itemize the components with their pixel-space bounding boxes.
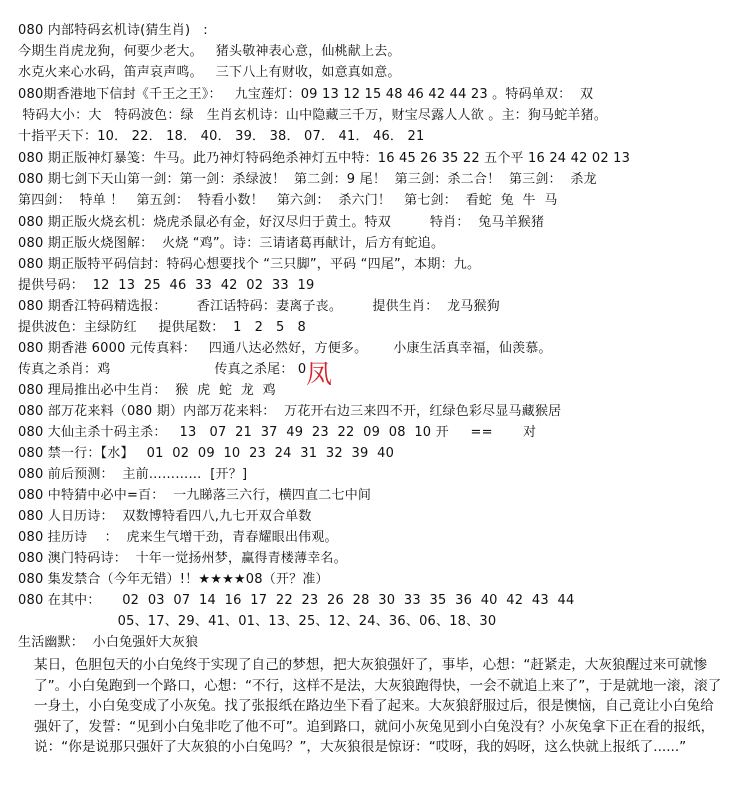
line-14: 080 期香江特码精选报： 香江话特码：妻离子丧。 提供生肖： 龙马猴狗 bbox=[18, 299, 500, 314]
line-27: 080 集发禁合（今年无错）!！★★★★08（开？准） bbox=[18, 572, 329, 587]
line-23: 080 中特猜中必中=百： 一九睇落三六行，横四直二七中间 bbox=[18, 488, 372, 503]
line-03: 水克火来心水码，笛声哀声鸣。 三下八上有财收，如意真如意。 bbox=[18, 65, 401, 80]
line-15: 提供波色：主绿防红 提供尾数： 1 2 5 8 bbox=[18, 320, 307, 335]
line-30: 生活幽默： 小白兔强奸大灰狼 bbox=[18, 635, 199, 650]
line-13: 提供号码： 12 13 25 46 33 42 02 33 19 bbox=[18, 278, 315, 293]
line-16: 080 期香港 6000 元传真料： 四通八达必然好，方便多。 小康生活真幸福，仙羡慕。 bbox=[18, 341, 552, 356]
line-04: 080期香港地下信封《千王之王》： 九宝莲灯：09 13 12 15 48 46 42 44 23 。特码单双： 双 bbox=[18, 87, 594, 102]
line-28: 080 在其中： 02 03 07 14 16 17 22 23 26 28 30 33 35 36 40 42 43 44 bbox=[18, 593, 575, 608]
line-08: 080 期七剑下天山第一剑：第一剑：杀绿波！ 第二剑：9 尾！ 第三剑：杀二合！ 第三剑： 杀龙 bbox=[18, 172, 597, 187]
line-18: 080 理局推出必中生肖： 猴 虎 蛇 龙 鸡 bbox=[18, 383, 276, 398]
line-02: 今期生肖虎龙狗，何要少老大。 猪头敬神表心意，仙桃献上去。 bbox=[18, 44, 401, 59]
joke-paragraph: 某日，色胆包天的小白兔终于实现了自己的梦想，把大灰狼强奸了，事毕，心想：“赶紧走，大灰狼醒过来可就惨了”。小白兔跑到一个路口，心想：“不行，这样不是法，大灰狼跑得快，一会不就追上来了”，于是就地一滚，滚了一身土，小白兔变成了小灰兔。找了张报纸在路边坐下看了起来。大灰狼舒服过后，很是懊恼，自己竟让小白兔给强奸了，发誓：“见到小白兔非吃了他不可”。追到路口，就问小灰兔见到小白兔没有？小灰兔拿下正在看的报纸，说：“你是说那只强奸了大灰狼的小白兔吗？”，大灰狼很是惊讶：“哎呀，我的妈呀，这么快就上报纸了......” bbox=[34, 657, 722, 755]
line-29: 05、17、29、41、01、13、25、12、24、36、06、18、30 bbox=[18, 614, 497, 629]
line-07: 080 期正版神灯暴笺：牛马。此乃神灯特码绝杀神灯五中特：16 45 26 35 22 五个平 16 24 42 02 13 bbox=[18, 151, 631, 166]
line-06: 十指平天下：10． 22． 18． 40． 39． 38． 07． 41． 46． 21 bbox=[18, 129, 425, 144]
line-10: 080 期正版火烧玄机：烧虎杀鼠必有金，好汉尽归于黄土。特双 特肖： 兔马羊猴猪 bbox=[18, 215, 545, 230]
line-11: 080 期正版火烧图解： 火烧 “鸡”。诗：三请诸葛再献计，后方有蛇追。 bbox=[18, 236, 445, 251]
line-22: 080 前后预测： 主前………… [开？] bbox=[18, 467, 248, 482]
line-05: 特码大小：大 特码波色：绿 生肖玄机诗：山中隐藏三千万，财宝尽露人人欲 。主：狗马蛇羊猪。 bbox=[18, 108, 608, 123]
line-19: 080 部万花来料（080 期）内部万花来料： 万花开右边三来四不开，红绿色彩尽显马藏猴居 bbox=[18, 404, 562, 419]
red-stamp-character: 凤 bbox=[306, 360, 333, 390]
line-20: 080 大仙主杀十码主杀： 13 07 21 37 49 23 22 09 08 10 开 == 对 bbox=[18, 425, 537, 440]
joke-story bbox=[34, 655, 726, 758]
line-01: 080 内部特码玄机诗(猜生肖) : bbox=[18, 23, 208, 38]
line-26: 080 澳门特码诗： 十年一觉扬州梦，赢得青楼薄幸名。 bbox=[18, 551, 347, 566]
line-09: 第四剑： 特单 ！ 第五剑： 特看小数！ 第六剑： 杀六门！ 第七剑： 看蛇 兔 牛 马 bbox=[18, 193, 558, 208]
line-17: 传真之杀肖：鸡 传真之杀尾： 0 bbox=[18, 362, 307, 377]
line-21: 080 禁一行：【水】 01 02 09 10 23 24 31 32 39 40 bbox=[18, 446, 395, 461]
line-25: 080 挂历诗 ： 虎来生气增干劲，青春耀眼出伟观。 bbox=[18, 530, 338, 545]
line-24: 080 人日历诗： 双数博特看四八,九七开双合单数 bbox=[18, 509, 312, 524]
line-12: 080 期正版特平码信封：特码心想要找个 “三只脚”，平码 “四尾”，本期：九。 bbox=[18, 257, 481, 272]
